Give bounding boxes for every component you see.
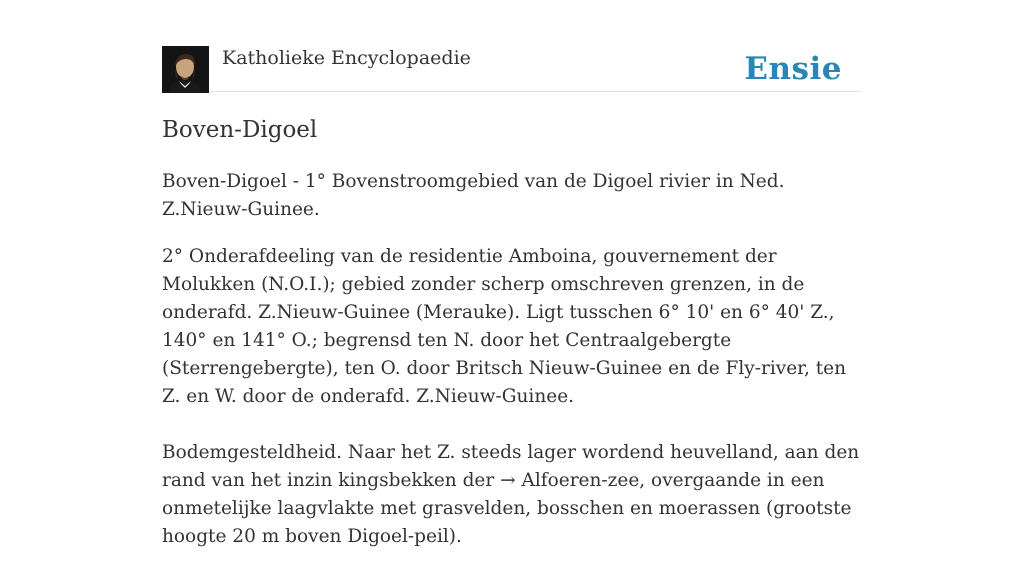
article-title: Boven-Digoel [162, 117, 318, 143]
article-body [162, 168, 862, 570]
article-paragraph: 2° Onderafdeeling van de residentie Amboina, gouvernement der Molukken (N.O.I.); gebied zonder scherp omschreven grenzen, in de onderafd. Z.Nieuw-Guinee (Merauke). Ligt tusschen 6° 10' en 6° 40' Z., 140° en 141° O.; begrensd ten N. door het Centraalgebergte (Sterrengebergte), ten O. door Britsch Nieuw-Guinee en de Fly-river, ten Z. en W. door de onderafd. Z.Nieuw-Guinee. [162, 246, 847, 407]
site-name[interactable]: Katholieke Encyclopaedie [222, 47, 471, 69]
site-header [162, 46, 862, 92]
portrait-avatar-icon [162, 46, 209, 93]
article-page [162, 0, 862, 547]
article-paragraph: Bodemgesteldheid. Naar het Z. steeds lager wordend heuvelland, aan den rand van het inzin kingsbekken der → Alfoeren-zee, overgaande in een onmetelijke laagvlakte met grasvelden, bosschen en moerassen (grootste hoogte 20 m boven Digoel-peil). [162, 442, 860, 547]
avatar[interactable] [162, 46, 209, 93]
article-paragraph: Boven-Digoel - 1° Bovenstroomgebied van de Digoel rivier in Ned. Z.Nieuw-Guinee. [162, 171, 785, 220]
ensie-logo[interactable]: Ensie [744, 51, 842, 87]
